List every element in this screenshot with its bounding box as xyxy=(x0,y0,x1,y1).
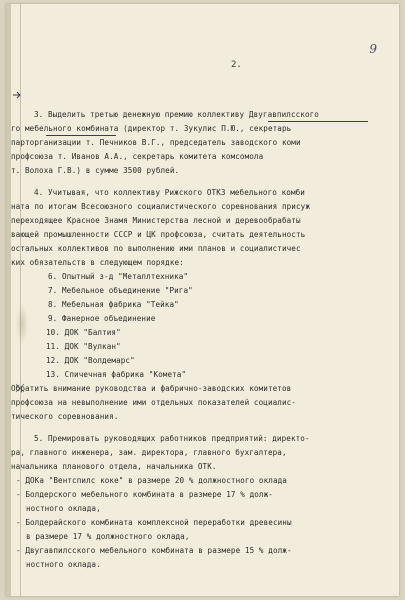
text-line: в размере 17 % должностного оклада, xyxy=(26,532,190,541)
text-line: ких обязательств в следующем порядке: xyxy=(11,258,184,267)
list-item: - ДОКа "Вентспилс коке" в размере 20 % должностного оклада xyxy=(16,476,287,485)
text-line: вающей промышленности СССР и ЦК профсоюза, считать деятельность xyxy=(11,230,306,239)
document-page xyxy=(6,4,399,596)
text-line: ностного оклада. xyxy=(26,560,101,569)
list-item: - Болдерского мебельного комбината в размере 17 % долж- xyxy=(16,490,273,499)
text-line: начальника планового отдела, начальника ОТК. xyxy=(11,462,217,471)
list-item: - Двугавпилсского мебельного комбината в размере 15 % долж- xyxy=(16,546,292,555)
handwritten-folio-number: 9 xyxy=(369,42,377,56)
text-line: остальных коллективов по выполнению ими планов и социалистичес xyxy=(11,244,301,253)
page-left-edge xyxy=(6,4,11,596)
text-line: ната по итогам Всесоюзного социалистического соревнования присуж xyxy=(11,202,310,211)
text-line: 5. Премировать руководящих работников предприятий: директо- xyxy=(34,434,310,443)
list-item: 6. Опытный з-д "Металлтехника" xyxy=(48,272,189,281)
list-item: 7. Мебельное объединение "Рига" xyxy=(48,286,193,295)
text-line: 3. Выделить третью денежную премию коллективу Двугавпилсского xyxy=(34,110,319,119)
list-item: 12. ДОК "Волдемарс" xyxy=(46,356,135,365)
text-line: 4. Учитывая, что коллективу Рижского ОТКЗ мебельного комби xyxy=(34,188,305,197)
text-line: профсоюза т. Иванов А.А., секретарь комитета комсомола xyxy=(11,152,264,161)
text-line: ностного оклада, xyxy=(26,504,101,513)
text-line: т. Волоха Г.В.) в сумме 3500 рублей. xyxy=(11,166,180,175)
text-line: го мебельного комбината (директор т. Зукулис П.Ю., секретарь xyxy=(11,124,292,133)
list-item: 8. Мебельная фабрика "Тейка" xyxy=(48,300,179,309)
margin-arrow-icon xyxy=(12,90,22,100)
list-item: 10. ДОК "Балтия" xyxy=(46,328,121,337)
pen-underline xyxy=(46,135,116,136)
list-item: 11. ДОК "Вулкан" xyxy=(46,342,121,351)
text-line: тического соревнования. xyxy=(11,412,119,421)
list-item: 9. Фанерное объединение xyxy=(48,314,156,323)
pen-underline xyxy=(268,121,368,122)
page-number: 2. xyxy=(231,60,242,70)
list-item: 13. Спичечная фабрика "Комета" xyxy=(46,370,187,379)
text-line: парторганизации т. Печников В.Г., председатель заводского коми xyxy=(11,138,301,147)
text-line: переходящее Красное Знамя Министерства лесной и деревообрабаты xyxy=(11,216,301,225)
list-item: - Болдерайского комбината комплексной переработки древесины xyxy=(16,518,292,527)
text-line: ра, главного инженера, зам. директора, главного бухгалтера, xyxy=(11,448,287,457)
text-line: профсоюза на невыполнение ими отдельных показателей социалис- xyxy=(11,398,296,407)
text-line: Обратить внимание руководства и фабрично-заводских комитетов xyxy=(11,384,292,393)
paper-stain xyxy=(16,304,28,344)
